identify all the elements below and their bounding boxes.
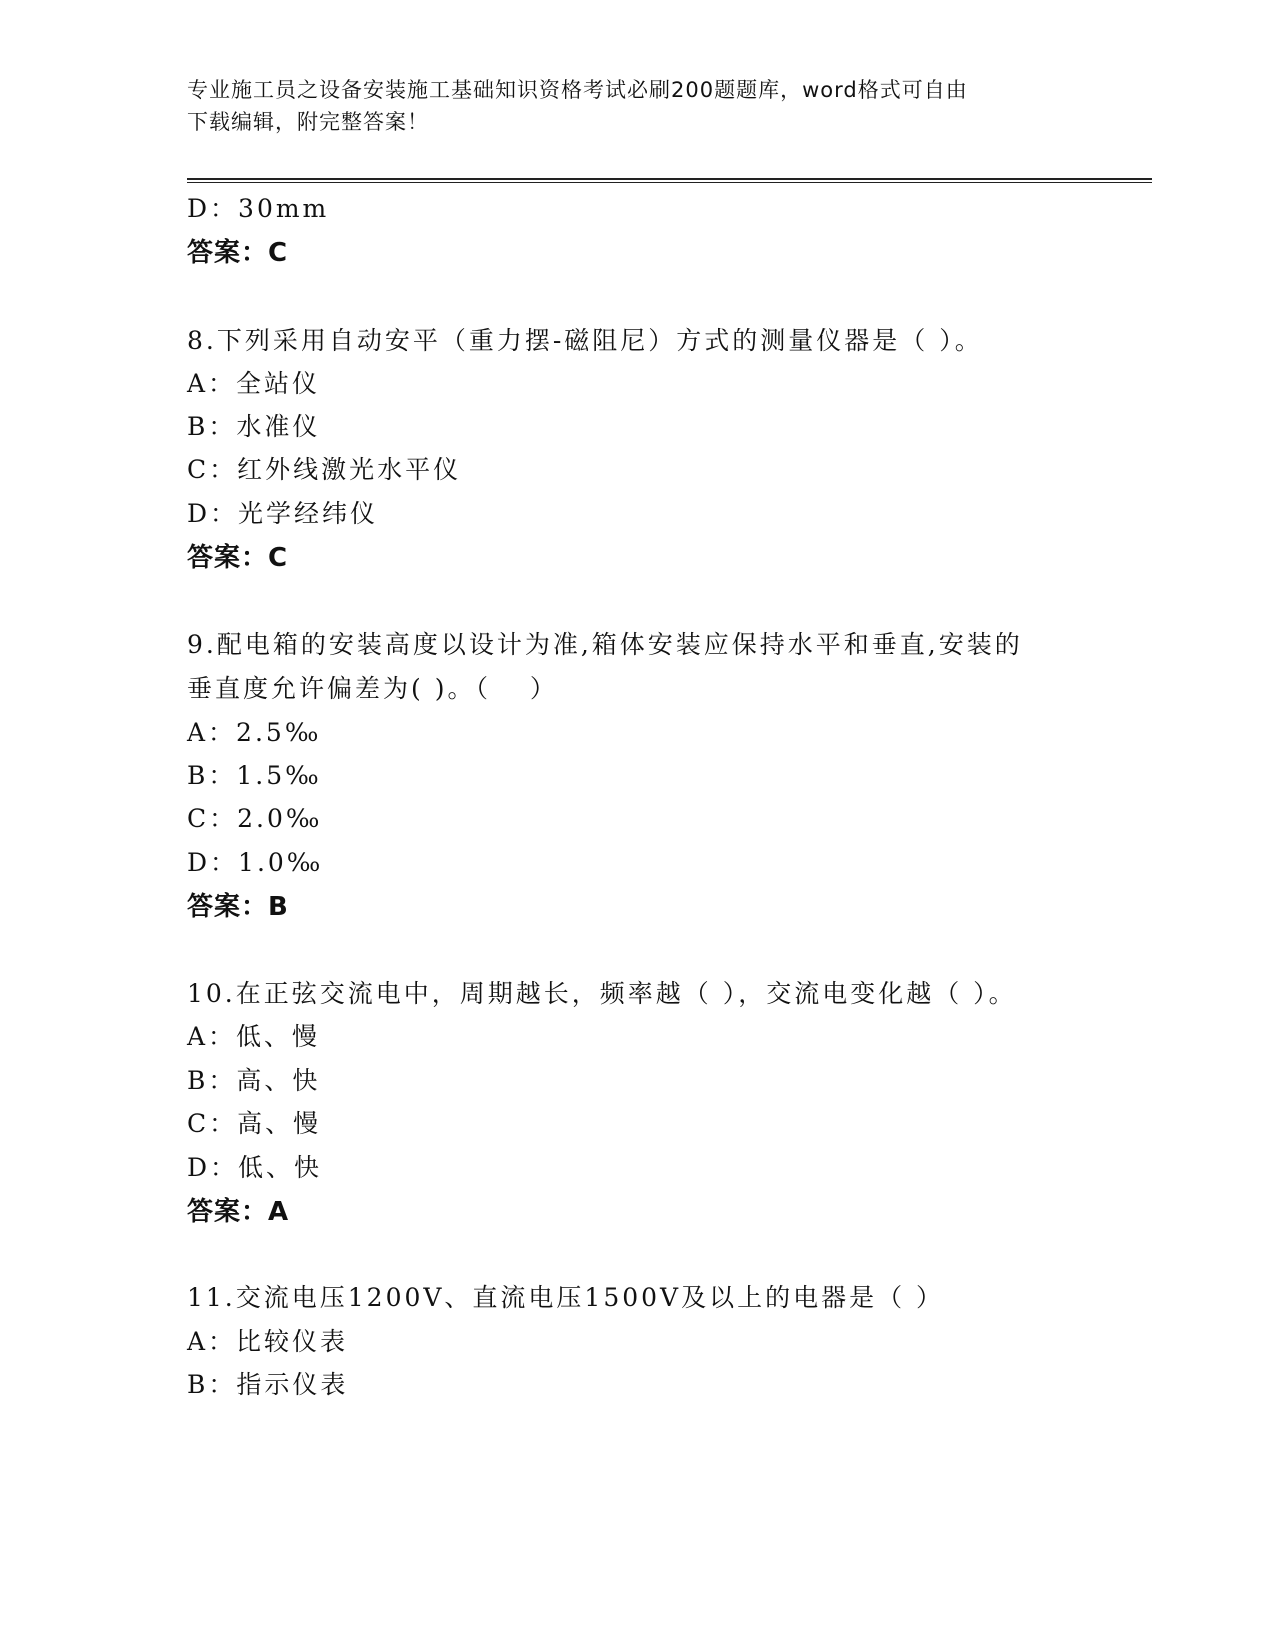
header-divider-thick — [187, 178, 1152, 180]
q10-stem: 10.在正弦交流电中，周期越长，频率越（ ），交流电变化越（ ）。 — [187, 979, 1017, 1008]
q9-stem-line-2: 垂直度允许偏差为( )。（ ） — [187, 674, 558, 703]
q11-option-a: A：比较仪表 — [187, 1327, 349, 1356]
q8-answer: 答案：C — [187, 543, 289, 573]
q11-option-b: B：指示仪表 — [187, 1370, 349, 1399]
q10-option-c: C：高、慢 — [187, 1109, 322, 1138]
q10-option-a: A：低、慢 — [187, 1022, 321, 1051]
q8-option-d: D：光学经纬仪 — [187, 499, 379, 528]
q11-stem: 11.交流电压1200V、直流电压1500V及以上的电器是（ ） — [187, 1283, 945, 1312]
q8-option-a: A：全站仪 — [187, 369, 321, 398]
q10-option-b: B：高、快 — [187, 1066, 321, 1095]
q8-option-c: C：红外线激光水平仪 — [187, 455, 462, 484]
q10-answer: 答案：A — [187, 1197, 290, 1227]
q10-option-d: D：低、快 — [187, 1153, 323, 1182]
document-header — [187, 74, 1067, 138]
q7-option-d: D：30mm — [187, 194, 330, 223]
header-line-1: 专业施工员之设备安装施工基础知识资格考试必刷200题题库，word格式可自由 — [187, 78, 968, 102]
q9-stem-line-1: 9.配电箱的安装高度以设计为准,箱体安装应保持水平和垂直,安装的 — [187, 630, 1023, 659]
q9-option-d: D：1.0‰ — [187, 848, 324, 877]
q7-answer: 答案：C — [187, 238, 289, 268]
q8-option-b: B：水准仪 — [187, 412, 321, 441]
q8-stem: 8.下列采用自动安平（重力摆-磁阻尼）方式的测量仪器是（ ）。 — [187, 326, 983, 355]
header-divider-thin — [187, 182, 1152, 183]
q9-option-b: B：1.5‰ — [187, 761, 322, 790]
q9-answer: 答案：B — [187, 892, 289, 922]
header-line-2: 下载编辑，附完整答案！ — [187, 110, 429, 134]
q9-option-a: A：2.5‰ — [187, 718, 322, 747]
q9-option-c: C：2.0‰ — [187, 804, 323, 833]
